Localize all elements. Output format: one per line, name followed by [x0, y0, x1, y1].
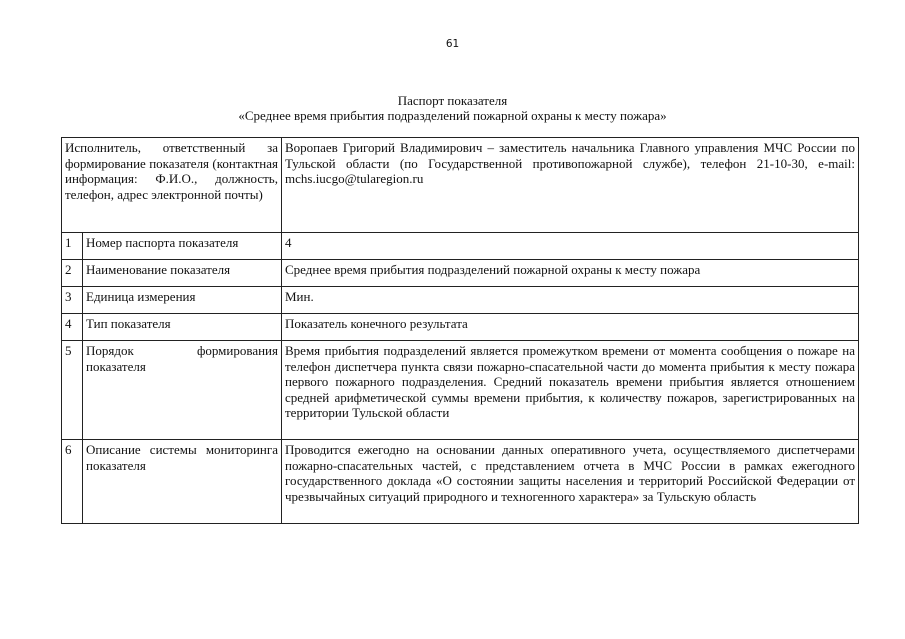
- row-number: 3: [62, 287, 83, 314]
- table-row: [62, 314, 859, 341]
- row-name: Наименование показателя: [83, 260, 282, 287]
- row-value: Проводится ежегодно на основании данных оперативного учета, осуществляемого диспетчерами пожарно-спасательных частей, с представлением отчета в МЧС России в рамках ежегодного государственного доклада «О состоянии защиты населения и территорий Российской Федерации от чрезвычайных ситуаций природного и техногенного характера» за Тульскую область: [282, 440, 859, 524]
- row-number: 5: [62, 341, 83, 440]
- row-name: Тип показателя: [83, 314, 282, 341]
- row-name: Порядок формирования показателя: [83, 341, 282, 440]
- row-number: 1: [62, 233, 83, 260]
- executor-value: Воропаев Григорий Владимирович – заместитель начальника Главного управления МЧС России по Тульской области (по Государственной противопожарной службе), телефон 21-10-30, e-mail: mchs.iucgo@tularegion.ru: [282, 138, 859, 233]
- document-title: [0, 93, 905, 123]
- table-row: [62, 260, 859, 287]
- row-name: Единица измерения: [83, 287, 282, 314]
- passport-table: [61, 137, 859, 524]
- row-value: Показатель конечного результата: [282, 314, 859, 341]
- row-name: Номер паспорта показателя: [83, 233, 282, 260]
- row-value: Среднее время прибытия подразделений пожарной охраны к месту пожара: [282, 260, 859, 287]
- table-row: [62, 287, 859, 314]
- table-row: [62, 341, 859, 440]
- row-number: 6: [62, 440, 83, 524]
- table-row-executor: [62, 138, 859, 233]
- row-value: 4: [282, 233, 859, 260]
- row-name: Описание системы мониторинга показателя: [83, 440, 282, 524]
- table-row: [62, 440, 859, 524]
- row-value: Время прибытия подразделений является промежутком времени от момента сообщения о пожаре на телефон диспетчера пункта связи пожарно-спасательной части до момента прибытия к месту пожара первого пожарного подразделения. Средний показатель времени прибытия является отношением средней арифметической суммы времени прибытия, к количеству пожаров, зарегистрированных на территории Тульской области: [282, 341, 859, 440]
- row-number: 2: [62, 260, 83, 287]
- title-line-1: Паспорт показателя: [397, 93, 508, 108]
- page-number: 61: [445, 38, 460, 50]
- executor-label: Исполнитель, ответственный за формирование показателя (контактная информация: Ф.И.О., должность, телефон, адрес электронной почты): [62, 138, 282, 233]
- row-number: 4: [62, 314, 83, 341]
- table-row: [62, 233, 859, 260]
- row-value: Мин.: [282, 287, 859, 314]
- title-line-2: «Среднее время прибытия подразделений пожарной охраны к месту пожара»: [238, 108, 667, 123]
